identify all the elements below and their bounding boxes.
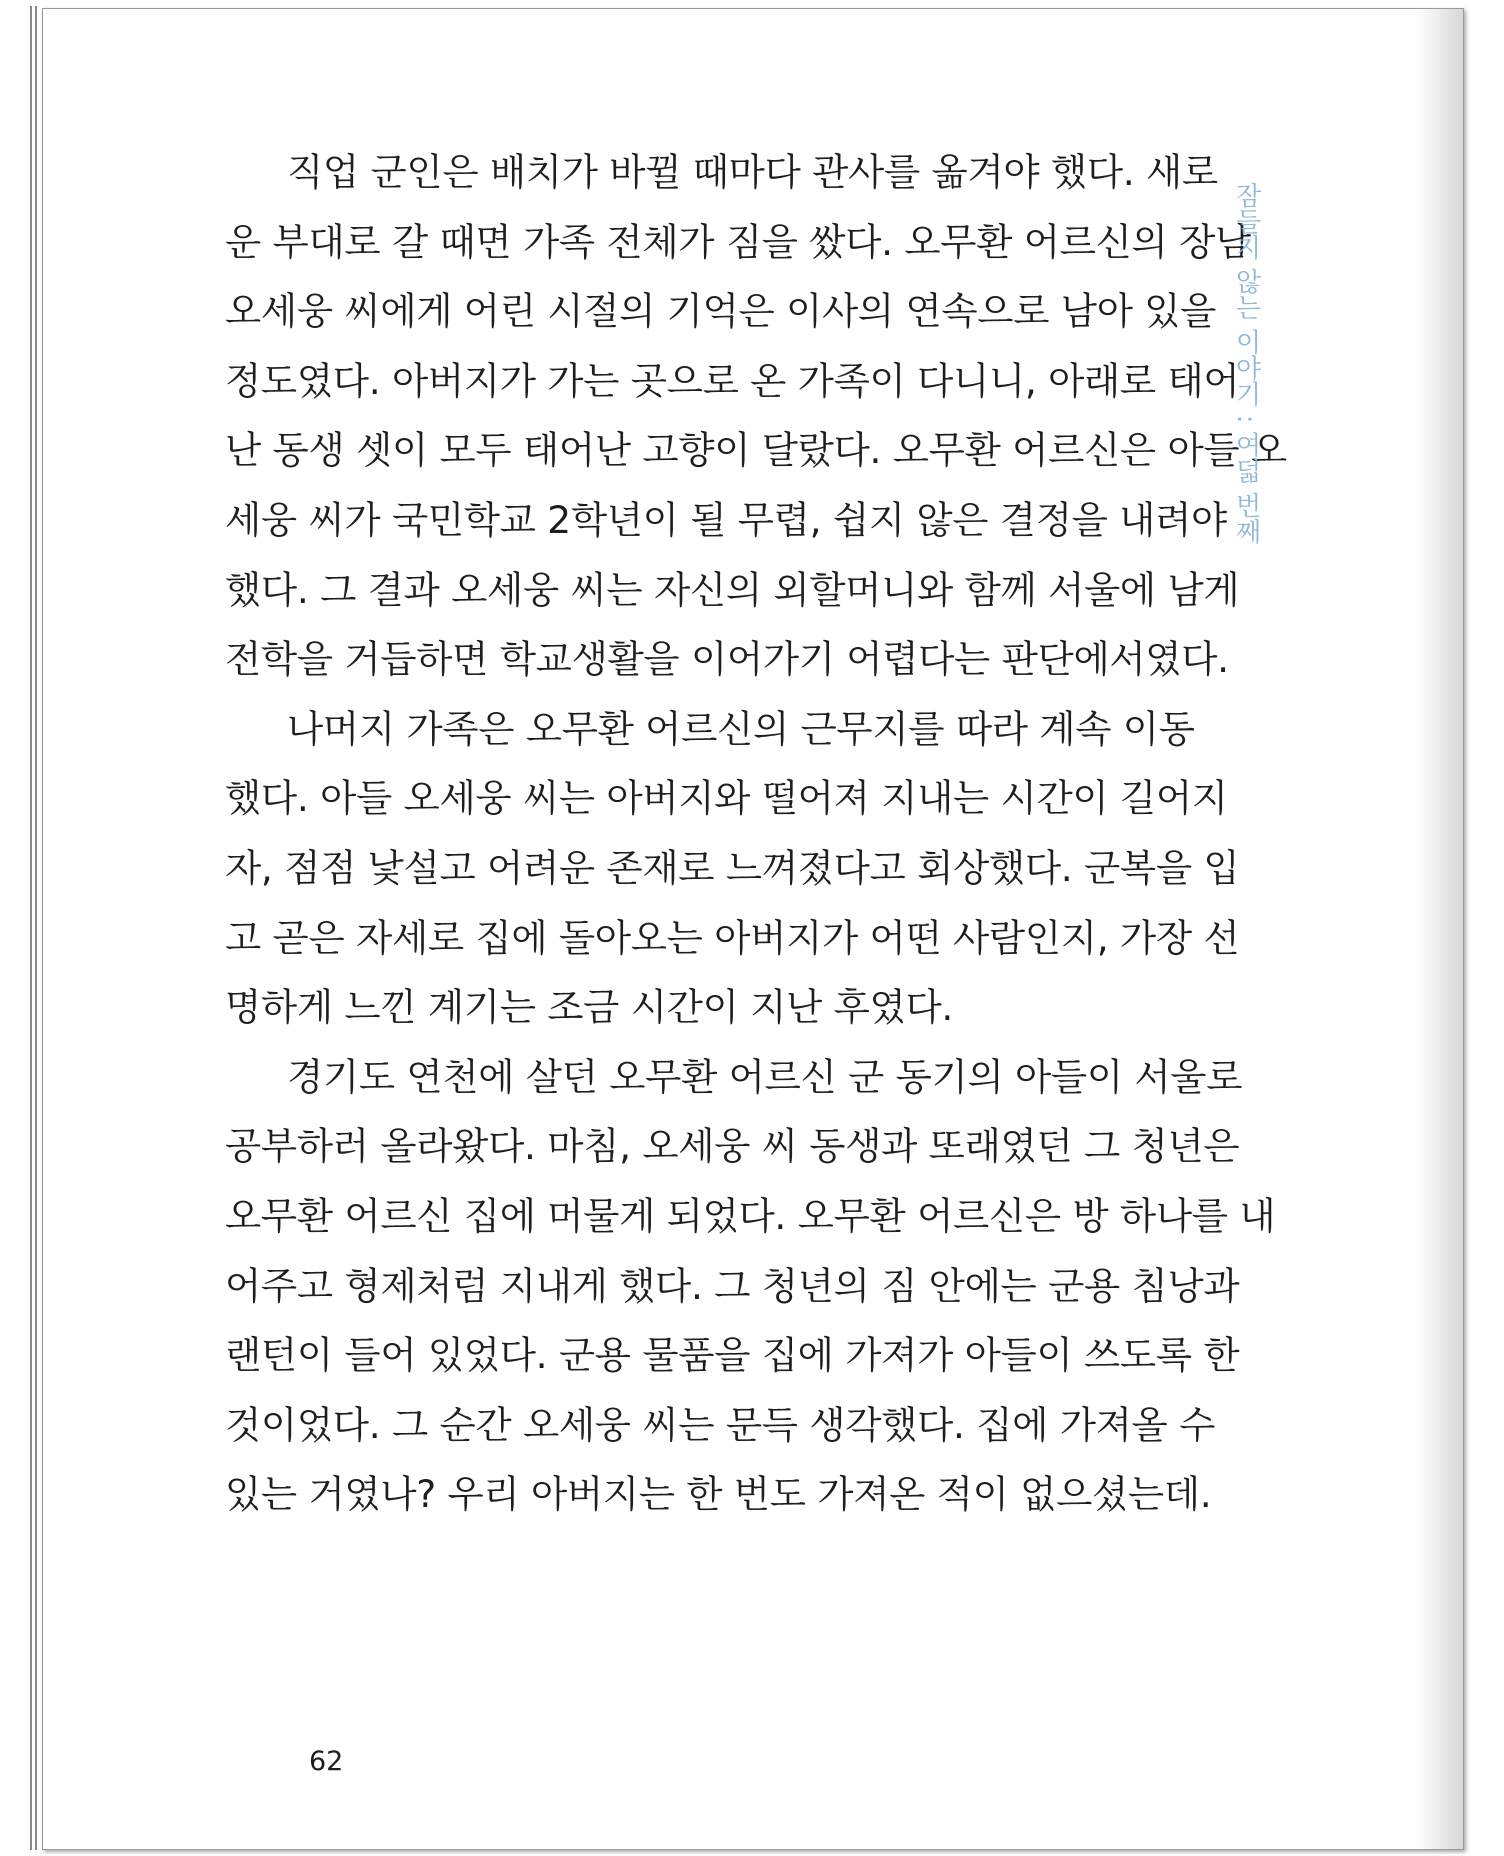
- text-line: 했다. 아들 오세웅 씨는 아버지와 떨어져 지내는 시간이 길어지: [225, 776, 1228, 821]
- page-gutter-shadow: [1417, 9, 1463, 1849]
- text-line: 것이었다. 그 순간 오세웅 씨는 문득 생각했다. 집에 가져올 수: [225, 1402, 1216, 1447]
- text-line: 했다. 그 결과 오세웅 씨는 자신의 외할머니와 함께 서울에 남게: [225, 567, 1240, 612]
- text-line: 세웅 씨가 국민학교 2학년이 될 무렵, 쉽지 않은 결정을 내려야: [225, 497, 1227, 542]
- text-line: 있는 거였나? 우리 아버지는 한 번도 가져온 적이 없으셨는데.: [225, 1472, 1212, 1517]
- paragraph-3: [225, 1043, 1276, 1530]
- page-number: 62: [309, 1746, 344, 1777]
- text-line: 오무환 어르신 집에 머물게 되었다. 오무환 어르신은 방 하나를 내: [225, 1193, 1276, 1238]
- text-line: 정도였다. 아버지가 가는 곳으로 온 가족이 다니니, 아래로 태어: [225, 358, 1240, 403]
- text-line: 직업 군인은 배치가 바뀔 때마다 관사를 옮겨야 했다. 새로: [287, 150, 1218, 194]
- text-line: 자, 점점 낯설고 어려운 존재로 느껴졌다고 회상했다. 군복을 입: [225, 845, 1240, 890]
- page-stack-edge-2: [35, 6, 37, 1850]
- text-line: 난 동생 셋이 모두 태어난 고향이 달랐다. 오무환 어르신은 아들 오: [225, 428, 1287, 473]
- text-line: 오세웅 씨에게 어린 시절의 기억은 이사의 연속으로 남아 있을: [225, 289, 1217, 334]
- text-line: 어주고 형제처럼 지내게 했다. 그 청년의 짐 안에는 군용 침낭과: [225, 1263, 1240, 1308]
- text-line: 경기도 연천에 살던 오무환 어르신 군 동기의 아들이 서울로: [287, 1054, 1243, 1099]
- text-line: 랜턴이 들어 있었다. 군용 물품을 집에 가져가 아들이 쓰도록 한: [225, 1333, 1240, 1378]
- paragraph-2: [225, 695, 1240, 1043]
- text-line: 전학을 거듭하면 학교생활을 이어가기 어렵다는 판단에서였다.: [225, 637, 1229, 682]
- text-line: 나머지 가족은 오무환 어르신의 근무지를 따라 계속 이동: [287, 706, 1195, 751]
- text-line: 명하게 느낀 계기는 조금 시간이 지난 후였다.: [225, 985, 953, 1030]
- text-line: 고 곧은 자세로 집에 돌아오는 아버지가 어떤 사람인지, 가장 선: [225, 915, 1240, 960]
- text-line: 운 부대로 갈 때면 가족 전체가 짐을 쌌다. 오무환 어르신의 장남: [225, 219, 1251, 264]
- text-line: 공부하러 올라왔다. 마침, 오세웅 씨 동생과 또래였던 그 청년은: [225, 1124, 1240, 1169]
- running-head: 잠들지 않는 이야기 : 여덟 번째: [1231, 182, 1261, 545]
- page-stack-edge-1: [30, 6, 32, 1850]
